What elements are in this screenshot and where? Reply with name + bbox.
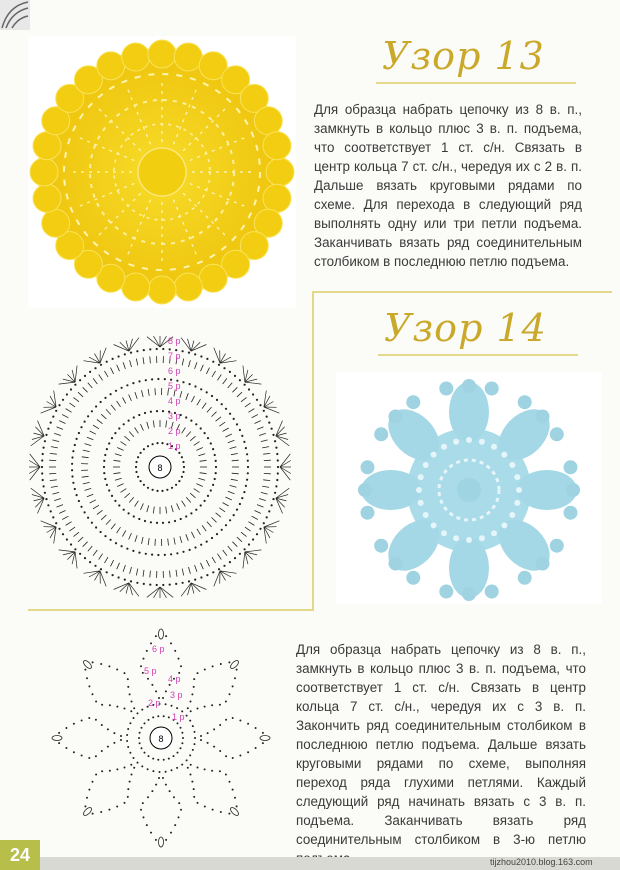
divider-horizontal-top [312,291,612,293]
round-crochet-chart [28,330,294,600]
diagram13-row-label: 7 р [168,351,181,361]
diagram13-row-label: 6 р [168,366,181,376]
flower-crochet-chart [48,626,274,850]
title13-underline [376,82,576,84]
diagram13-row-label: 4 р [168,396,181,406]
diagram14-row-label: 3 р [170,690,183,700]
diagram13-row-label: 3 р [168,411,181,421]
diagram13-row-label: 2 р [168,426,181,436]
diagram14-row-label: 4 р [168,674,181,684]
pattern13-description: Для образца набрать цепочку из 8 в. п., замкнуть в кольцо плюс 3 в. п. подъема, что соответствует 1 ст. с/н. Связать в центр кольца 7 ст. с/н., чередуя их с 2 в. п. Дальше вязать круговыми рядами по схеме. Для перехода в следующий ряд выполнять одну или три петли подъема. Заканчивать вязать ряд соединительным столбиком в последнюю петлю подъема. [314,102,582,269]
yellow-doily-image [28,36,296,308]
pattern13-diagram [28,330,294,600]
divider-vertical [312,291,314,611]
diagram14-row-label: 5 р [144,666,157,676]
source-url: tijzhou2010.blog.163.com [490,857,593,867]
diagram13-center-label: 8 [157,463,163,473]
diagram13-row-label: 1 р [168,441,181,451]
title14-underline [378,354,578,356]
pattern14-diagram [48,626,274,850]
divider-horizontal-bottom [28,609,314,611]
page-number: 24 [0,840,40,870]
pattern14-photo [336,372,602,604]
diagram14-center-label: 8 [158,734,164,744]
diagram13-row-label: 8 р [168,336,181,346]
pattern13-title: Узор 13 [382,34,545,78]
corner-logo [0,0,30,30]
diagram14-row-label: 6 р [152,644,165,654]
blue-doily-image [336,372,602,604]
pattern14-title: Узор 14 [384,306,547,350]
pattern14-description: Для образца набрать цепочку из 8 в. п., замкнуть в кольцо плюс 3 в. п. подъема, что соответствует 1 ст. с/н. Связать в центр кольца 7 ст. с/н., чередуя их с 3 в. п. Закончить ряд соединительным столбиком в последнюю петлю подъема. Дальше вязать круговыми рядами по схеме, выполняя переход ряда глухими петлями. Каждый следующий ряд начинать вязать с 3 в. п. подъема. Заканчивать вязать ряд соединительным столбиком в 3-ю петлю [296,642,586,847]
diagram14-row-label: 2 р [148,698,161,708]
diagram13-row-label: 5 р [168,381,181,391]
diagram14-row-label: 1 р [172,712,185,722]
lace-corner-icon [0,0,30,30]
pattern13-photo [28,36,296,308]
